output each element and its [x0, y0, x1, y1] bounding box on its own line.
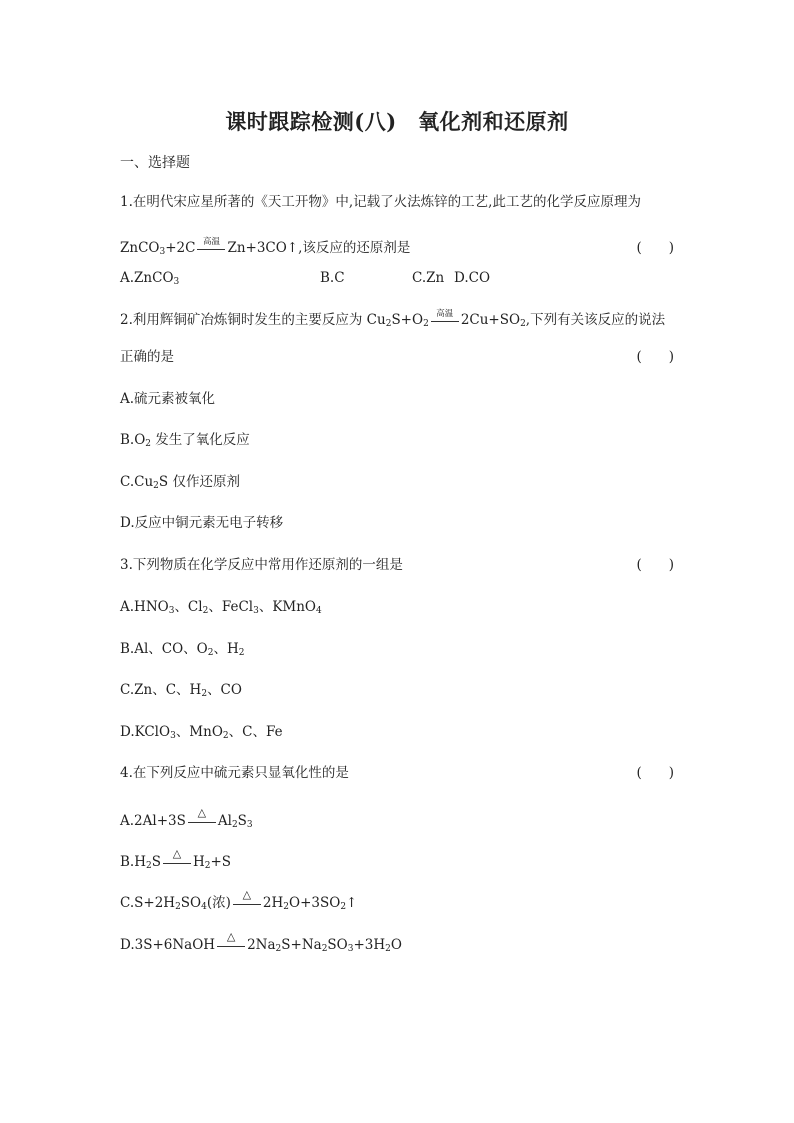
- section-heading: 一、选择题: [120, 155, 190, 171]
- page-title: 课时跟踪检测(八) 氧化剂和还原剂: [225, 109, 569, 134]
- q2-option-d: D.反应中铜元素无电子转移: [120, 515, 284, 531]
- reaction-condition-heat: △: [163, 856, 191, 870]
- reaction-condition-high-temp: 高温: [197, 242, 225, 256]
- answer-blank-3: ( ): [636, 557, 674, 573]
- reaction-condition-heat: △: [188, 815, 216, 829]
- reaction-condition-heat: △: [217, 939, 245, 953]
- q3-option-c: C.Zn、C、$H_2$、CO: [120, 682, 242, 699]
- q3-option-d: D.KClO$_3$、MnO$_2$、C、Fe: [120, 724, 283, 741]
- question-3-stem: 3.下列物质在化学反应中常用作还原剂的一组是: [120, 557, 403, 573]
- question-1-equation: ZnCO$_3$+2C 高温 Zn+3CO↑,该反应的还原剂是: [120, 236, 411, 257]
- reaction-condition-high-temp: 高温: [431, 314, 459, 328]
- q1-option-a: A.ZnCO$_3$: [120, 270, 180, 287]
- q4-option-a: A.2Al+3S △ $Al_2S_3$: [120, 805, 253, 830]
- answer-blank-4: ( ): [636, 765, 674, 781]
- q1-option-c: C.Zn: [412, 270, 445, 286]
- q3-option-b: B.Al、CO、$O_2$、$H_2$: [120, 641, 245, 658]
- q1-option-d: D.CO: [454, 270, 491, 286]
- q2-option-c: $C.Cu_2S$ 仅作还原剂: [120, 474, 240, 491]
- q2-option-b: $B.O_2$ 发生了氧化反应: [120, 432, 250, 449]
- q4-option-b: $B.H_2S$ △ $H_2+S$: [120, 846, 232, 871]
- q4-option-c: $C.S+2H_2SO_4$(浓) △ $2H_2O+3SO_2↑$: [120, 887, 358, 912]
- q3-option-a: $A.HNO_3$、$Cl_2$、FeCl$_3$、KMnO$_4$: [120, 599, 322, 616]
- q4-option-d: D.3S+6NaOH △ $2Na_2S+Na_2SO_3+3H_2O$: [120, 929, 402, 954]
- q1-option-b: B.C: [320, 270, 345, 286]
- q2-option-a: A.硫元素被氧化: [120, 391, 216, 407]
- question-1-stem: 1.在明代宋应星所著的《天工开物》中,记载了火法炼锌的工艺,此工艺的化学反应原理为: [120, 194, 641, 210]
- question-1-options: [120, 268, 490, 288]
- reaction-condition-heat: △: [233, 897, 261, 911]
- question-2-stem: 2.利用辉铜矿冶炼铜时发生的主要反应为 $Cu_2S+O_2$ 高温 $2Cu+SO_2$,下列有关该反应的说法: [120, 308, 666, 329]
- answer-blank-2: ( ): [636, 349, 674, 365]
- answer-blank-1: ( ): [636, 240, 674, 256]
- question-2-stem-cont: 正确的是: [120, 349, 174, 365]
- question-4-stem: 4.在下列反应中硫元素只显氧化性的是: [120, 765, 349, 781]
